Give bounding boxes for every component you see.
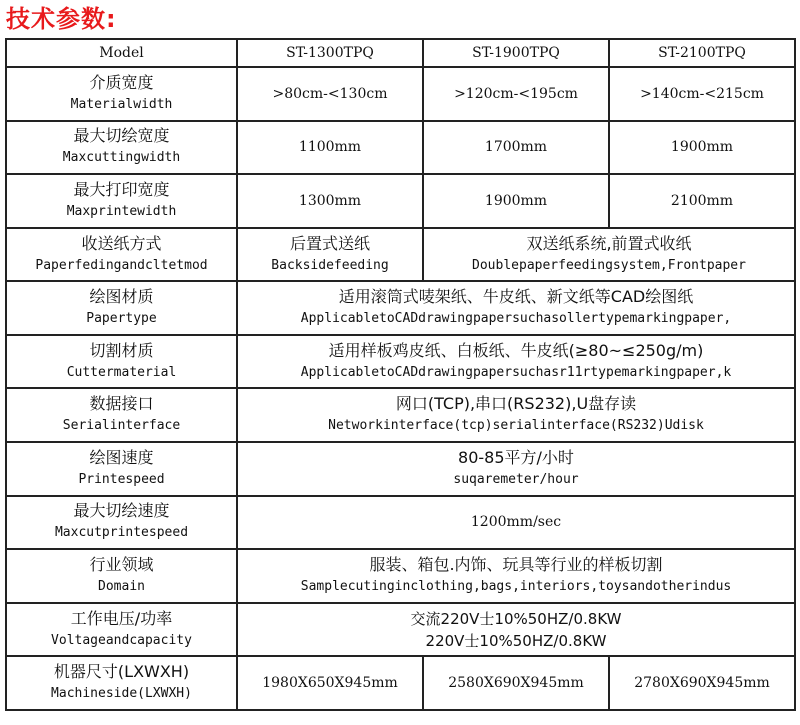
cell-value-line2: 220V士10%50HZ/0.8KW <box>425 631 607 650</box>
row-label-en: Maxcutprintespeed <box>54 525 189 541</box>
row-label-cn: 最大切绘宽度 <box>73 126 170 146</box>
header-model-3: ST-2100TPQ <box>609 39 795 67</box>
row-label-en: Papertype <box>86 311 157 327</box>
row-feeding <box>6 228 795 282</box>
row-label <box>6 603 237 657</box>
row-label <box>6 442 237 496</box>
cell-value-en: Samplecutinginclothing,bags,interiors,toysandotherindus <box>300 578 732 594</box>
row-label <box>6 67 237 121</box>
row-label-en: Serialinterface <box>62 418 181 434</box>
cell-value-en: ApplicabletoCADdrawingpapersuchasollertypemarkingpaper, <box>300 311 732 327</box>
row-label-cn: 行业领域 <box>89 554 154 574</box>
cell-value-cn: 适用滚筒式唛架纸、牛皮纸、新文纸等CAD绘图纸 <box>338 287 694 307</box>
cell-value-cn: 网口(TCP),串口(RS232),U盘存读 <box>395 394 637 414</box>
row-serial-interface <box>6 388 795 442</box>
cell-value-en: Doublepaperfeedingsystem,Frontpaper <box>472 257 746 273</box>
row-label-en: Machineside(LXWXH) <box>51 686 192 702</box>
cell-value: 1900mm <box>609 121 795 175</box>
row-label-en: Voltageandcapacity <box>51 632 192 648</box>
row-paper-type <box>6 281 795 335</box>
cell-value-en: ApplicabletoCADdrawingpapersuchasr11rtypemarkingpaper,k <box>300 364 732 380</box>
cell-value-cn: 后置式送纸 <box>289 233 370 253</box>
cell-value: 1200mm/sec <box>237 496 795 550</box>
row-label-cn: 最大打印宽度 <box>73 179 170 199</box>
row-label-cn: 收送纸方式 <box>81 233 162 253</box>
row-label <box>6 549 237 603</box>
row-label-en: Domain <box>98 578 145 594</box>
row-label-cn: 数据接口 <box>89 394 154 414</box>
row-label-cn: 绘图速度 <box>89 447 154 467</box>
cell-value-cn: 适用样板鸡皮纸、白板纸、牛皮纸(≥80~≤250g/m) <box>328 340 704 360</box>
row-material-width <box>6 67 795 121</box>
row-label-cn: 最大切绘速度 <box>73 501 170 521</box>
row-label <box>6 388 237 442</box>
cell-value <box>237 442 795 496</box>
page-title: 技术参数: <box>6 5 117 33</box>
row-label-cn: 机器尺寸(LXWXH) <box>53 662 190 682</box>
cell-value <box>237 281 795 335</box>
cell-value: >140cm-<215cm <box>609 67 795 121</box>
cell-value <box>237 388 795 442</box>
cell-value <box>237 603 795 657</box>
cell-value: >120cm-<195cm <box>423 67 609 121</box>
cell-value: 1300mm <box>237 174 423 228</box>
row-label-cn: 绘图材质 <box>89 287 154 307</box>
row-label <box>6 335 237 389</box>
cell-value-en: Backsidefeeding <box>271 257 389 273</box>
row-label-en: Materialwidth <box>70 96 173 112</box>
row-label <box>6 281 237 335</box>
row-label <box>6 174 237 228</box>
row-label-en: Maxprintewidth <box>66 203 177 219</box>
spec-table <box>5 38 796 711</box>
row-print-speed <box>6 442 795 496</box>
cell-value: 1980X650X945mm <box>237 656 423 710</box>
row-cutter-material <box>6 335 795 389</box>
row-label <box>6 121 237 175</box>
header-model-label: Model <box>6 39 237 67</box>
cell-value-en: Networkinterface(tcp)serialinterface(RS232)Udisk <box>328 418 704 434</box>
row-max-cutting-width <box>6 121 795 175</box>
row-domain <box>6 549 795 603</box>
header-model-2: ST-1900TPQ <box>423 39 609 67</box>
cell-value-cn: 双送纸系统,前置式收纸 <box>526 233 692 253</box>
row-label-cn: 工作电压/功率 <box>70 608 173 628</box>
cell-value: >80cm-<130cm <box>237 67 423 121</box>
row-label-en: Paperfedingandcltetmod <box>35 257 208 273</box>
row-label <box>6 496 237 550</box>
row-label-cn: 切割材质 <box>89 340 154 360</box>
header-model-1: ST-1300TPQ <box>237 39 423 67</box>
row-max-cut-speed <box>6 496 795 550</box>
row-machine-size <box>6 656 795 710</box>
cell-value: 1100mm <box>237 121 423 175</box>
row-label-cn: 介质宽度 <box>89 72 154 92</box>
cell-value: 1700mm <box>423 121 609 175</box>
cell-value-cn: 80-85平方/小时 <box>458 447 574 467</box>
cell-value: 2780X690X945mm <box>609 656 795 710</box>
cell-value <box>237 549 795 603</box>
row-voltage <box>6 603 795 657</box>
cell-value: 2580X690X945mm <box>423 656 609 710</box>
cell-value: 1900mm <box>423 174 609 228</box>
cell-value <box>237 228 423 282</box>
cell-value-en: suqaremeter/hour <box>453 471 579 487</box>
cell-value: 2100mm <box>609 174 795 228</box>
row-label <box>6 656 237 710</box>
cell-value-line1: 交流220V士10%50HZ/0.8KW <box>410 609 622 628</box>
cell-value <box>237 335 795 389</box>
table-header-row <box>6 39 795 67</box>
row-label <box>6 228 237 282</box>
row-max-print-width <box>6 174 795 228</box>
row-label-en: Cuttermaterial <box>66 364 177 380</box>
row-label-en: Printespeed <box>78 471 165 487</box>
row-label-en: Maxcuttingwidth <box>62 150 181 166</box>
cell-value <box>423 228 795 282</box>
cell-value-cn: 服装、箱包.内饰、玩具等行业的样板切割 <box>369 554 663 574</box>
